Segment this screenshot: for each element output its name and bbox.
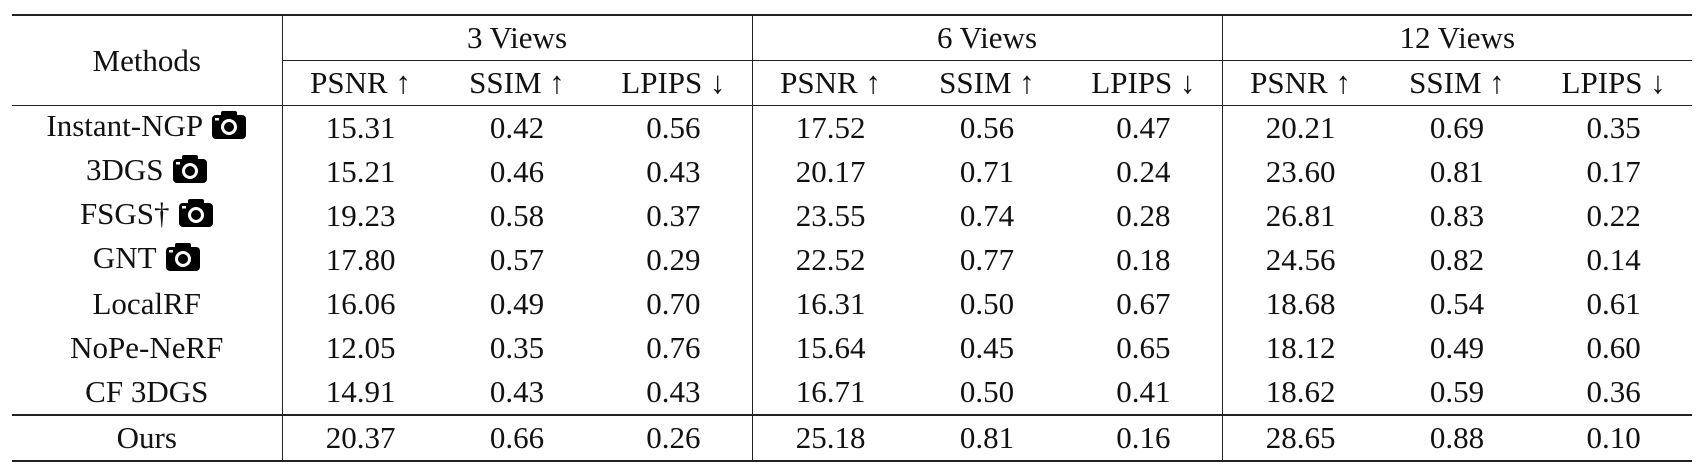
method-cell	[12, 282, 282, 326]
value-cell: 18.12	[1265, 330, 1336, 365]
value-cell: 0.49	[1429, 330, 1485, 365]
value-cell: 0.77	[959, 242, 1015, 277]
value-cell: 0.36	[1586, 374, 1641, 409]
value-cell: 0.56	[959, 110, 1015, 145]
value-cell: 0.18	[1065, 238, 1222, 282]
method-name: GNT	[92, 240, 157, 275]
metric-header: PSNR ↑	[1250, 65, 1351, 100]
value-cell: 22.52	[795, 242, 866, 277]
value-cell: 19.23	[325, 198, 396, 233]
value-cell: 16.71	[795, 374, 866, 409]
group-header-row	[12, 15, 1692, 61]
value-cell: 0.26	[595, 415, 752, 461]
value-cell: 0.10	[1586, 420, 1641, 455]
value-cell: 26.81	[1265, 198, 1336, 233]
metric-header: LPIPS ↓	[595, 61, 752, 106]
table-row	[12, 194, 1692, 238]
value-cell: 15.31	[325, 110, 396, 145]
value-cell: 0.35	[489, 330, 545, 365]
method-cell	[12, 326, 282, 370]
value-cell: 20.21	[1265, 110, 1336, 145]
metric-header: SSIM ↑	[469, 65, 565, 100]
method-name: FSGS†	[79, 196, 170, 231]
camera-icon	[165, 242, 201, 280]
value-cell: 0.66	[489, 420, 545, 455]
value-cell: 0.58	[489, 198, 545, 233]
value-cell: 0.35	[1586, 110, 1641, 145]
metric-header: LPIPS ↓	[1065, 61, 1222, 106]
method-cell	[12, 150, 282, 194]
method-cell	[12, 194, 282, 238]
value-cell: 0.50	[959, 286, 1015, 321]
value-cell: 0.37	[595, 194, 752, 238]
value-cell: 20.37	[325, 420, 396, 455]
table-body	[12, 106, 1692, 462]
value-cell: 23.55	[795, 198, 866, 233]
method-name: Instant-NGP	[46, 108, 204, 143]
value-cell: 0.74	[959, 198, 1015, 233]
method-name: LocalRF	[92, 286, 201, 321]
value-cell: 0.67	[1065, 282, 1222, 326]
value-cell: 0.60	[1586, 330, 1641, 365]
method-cell	[12, 415, 282, 461]
table-row	[12, 106, 1692, 151]
value-cell: 18.68	[1265, 286, 1336, 321]
metric-header: SSIM ↑	[1409, 65, 1505, 100]
camera-icon	[211, 110, 247, 148]
group-header-3-views: 3 Views	[282, 15, 752, 61]
value-cell: 0.71	[959, 154, 1015, 189]
value-cell: 0.41	[1065, 370, 1222, 415]
value-cell: 0.56	[595, 106, 752, 151]
value-cell: 16.31	[795, 286, 866, 321]
value-cell: 0.61	[1586, 286, 1641, 321]
value-cell: 0.49	[489, 286, 545, 321]
value-cell: 0.50	[959, 374, 1015, 409]
table-row	[12, 282, 1692, 326]
value-cell: 0.14	[1586, 242, 1641, 277]
value-cell: 0.81	[1429, 154, 1485, 189]
value-cell: 28.65	[1265, 420, 1336, 455]
table-row	[12, 326, 1692, 370]
value-cell: 0.22	[1586, 198, 1641, 233]
value-cell: 12.05	[325, 330, 396, 365]
table-row	[12, 150, 1692, 194]
value-cell: 0.43	[489, 374, 545, 409]
value-cell: 0.54	[1429, 286, 1485, 321]
method-name: 3DGS	[85, 152, 164, 187]
value-cell: 0.17	[1586, 154, 1641, 189]
value-cell: 0.43	[595, 150, 752, 194]
group-header-6-views: 6 Views	[752, 15, 1222, 61]
value-cell: 0.76	[595, 326, 752, 370]
value-cell: 14.91	[325, 374, 396, 409]
method-name: Ours	[116, 420, 177, 455]
value-cell: 0.57	[489, 242, 545, 277]
value-cell: 0.43	[595, 370, 752, 415]
value-cell: 16.06	[325, 286, 396, 321]
value-cell: 0.65	[1065, 326, 1222, 370]
camera-icon	[172, 154, 208, 192]
value-cell: 0.70	[595, 282, 752, 326]
value-cell: 0.88	[1429, 420, 1485, 455]
group-header-12-views: 12 Views	[1222, 15, 1692, 61]
value-cell: 15.21	[325, 154, 396, 189]
metric-header: LPIPS ↓	[1561, 65, 1666, 100]
value-cell: 0.81	[959, 420, 1015, 455]
value-cell: 20.17	[795, 154, 866, 189]
metric-header: PSNR ↑	[310, 65, 411, 100]
method-cell	[12, 370, 282, 415]
value-cell: 0.42	[489, 110, 545, 145]
value-cell: 0.24	[1065, 150, 1222, 194]
table-row	[12, 238, 1692, 282]
value-cell: 15.64	[795, 330, 866, 365]
value-cell: 0.82	[1429, 242, 1485, 277]
value-cell: 0.45	[959, 330, 1015, 365]
value-cell: 0.69	[1429, 110, 1485, 145]
camera-icon	[178, 198, 214, 236]
value-cell: 0.83	[1429, 198, 1485, 233]
value-cell: 17.52	[795, 110, 866, 145]
value-cell: 0.29	[595, 238, 752, 282]
value-cell: 0.47	[1065, 106, 1222, 151]
method-name: CF 3DGS	[85, 374, 209, 409]
value-cell: 17.80	[325, 242, 396, 277]
value-cell: 18.62	[1265, 374, 1336, 409]
table-row-ours	[12, 415, 1692, 461]
method-cell	[12, 238, 282, 282]
metric-header: SSIM ↑	[939, 65, 1035, 100]
value-cell: 0.28	[1065, 194, 1222, 238]
value-cell: 0.46	[489, 154, 545, 189]
results-table	[12, 14, 1692, 462]
value-cell: 0.16	[1065, 415, 1222, 461]
method-cell	[12, 106, 282, 151]
value-cell: 25.18	[795, 420, 866, 455]
value-cell: 24.56	[1265, 242, 1336, 277]
value-cell: 0.59	[1429, 374, 1485, 409]
metric-header: PSNR ↑	[780, 65, 881, 100]
method-name: NoPe-NeRF	[70, 330, 224, 365]
table-row	[12, 370, 1692, 415]
methods-header: Methods	[12, 15, 282, 106]
value-cell: 23.60	[1265, 154, 1336, 189]
